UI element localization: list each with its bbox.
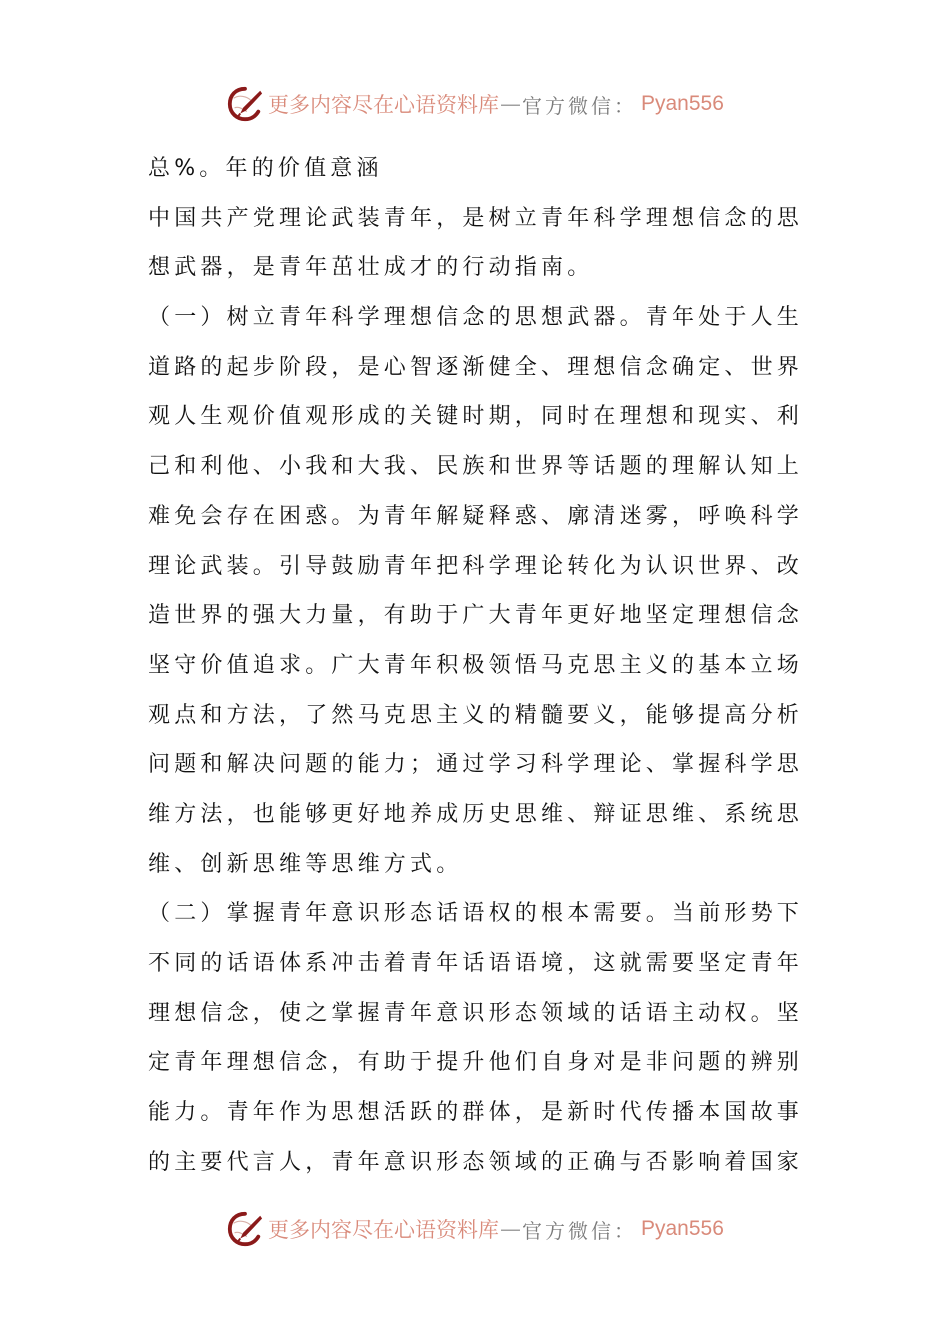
text-line: 理想信念，使之掌握青年意识形态领域的话语主动权。坚 — [148, 1000, 804, 1026]
text-line: 观点和方法，了然马克思主义的精髓要义，能够提高分析 — [148, 702, 804, 728]
text-line: 总%。年的价值意涵 — [148, 156, 383, 181]
text-line: 理论武装。引导鼓励青年把科学理论转化为认识世界、改 — [148, 553, 804, 579]
footer-watermark-banner — [226, 1207, 724, 1251]
text-line: （二）掌握青年意识形态话语权的根本需要。当前形势下 — [148, 901, 804, 927]
footer-wechat-label: 官方微信： — [522, 1218, 637, 1243]
text-line: 的主要代言人，青年意识形态领域的正确与否影响着国家 — [148, 1149, 804, 1175]
text-line: 不同的话语体系冲击着青年话语语境，这就需要坚定青年 — [148, 951, 804, 976]
footer-separator: — — [500, 1217, 521, 1241]
text-line: 定青年理想信念，有助于提升他们自身对是非问题的辨别 — [148, 1050, 804, 1076]
header-watermark-banner — [226, 82, 724, 126]
text-line: 能力。青年作为思想活跃的群体，是新时代传播本国故事 — [148, 1100, 804, 1126]
text-line: 维方法，也能够更好地养成历史思维、辩证思维、系统思 — [148, 801, 804, 827]
footer-wechat-id: Pyan556 — [641, 1217, 724, 1240]
text-line: 己和利他、小我和大我、民族和世界等话题的理解认知上 — [148, 454, 804, 480]
header-wechat-label: 官方微信： — [522, 93, 637, 118]
text-line: 中国共产党理论武装青年，是树立青年科学理想信念的思 — [148, 205, 804, 231]
text-line: 难免会存在困惑。为青年解疑释惑、廓清迷雾，呼唤科学 — [148, 503, 804, 529]
text-line: 观人生观价值观形成的关键时期，同时在理想和现实、利 — [148, 404, 804, 430]
text-line: 道路的起步阶段，是心智逐渐健全、理想信念确定、世界 — [148, 354, 804, 380]
text-line: 坚守价值追求。广大青年积极领悟马克思主义的基本立场 — [148, 652, 804, 678]
quill-pen-logo-icon — [226, 85, 264, 123]
text-line: 问题和解决问题的能力；通过学习科学理论、掌握科学思 — [148, 752, 804, 778]
header-brand-text: 更多内容尽在心语资料库 — [268, 93, 499, 117]
text-line: 想武器，是青年茁壮成才的行动指南。 — [148, 255, 594, 281]
footer-brand-text: 更多内容尽在心语资料库 — [268, 1218, 499, 1242]
header-wechat-id: Pyan556 — [641, 92, 724, 115]
text-line: 维、创新思维等思维方式。 — [148, 851, 463, 877]
quill-pen-logo-icon — [226, 1210, 264, 1248]
header-separator: — — [500, 92, 521, 116]
document-body — [148, 152, 810, 1195]
text-line: 造世界的强大力量，有助于广大青年更好地坚定理想信念 — [148, 603, 804, 629]
text-line: （一）树立青年科学理想信念的思想武器。青年处于人生 — [148, 305, 804, 331]
